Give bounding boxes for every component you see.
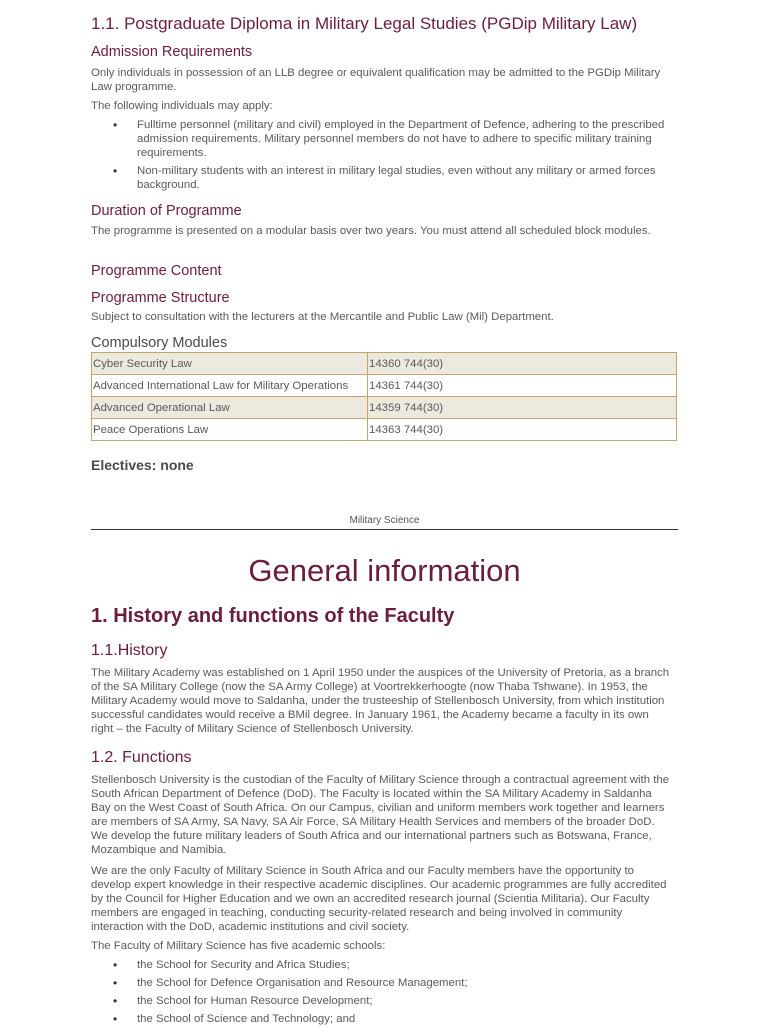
duration-heading: Duration of Programme [91,203,242,219]
list-item: • the School for Defence Organisation and Resource Management; [91,976,678,990]
section-title: 1.1. Postgraduate Diploma in Military Legal Studies (PGDip Military Law) [91,14,638,33]
admission-para-1: Only individuals in possession of an LLB degree or equivalent qualification may be admitted to the PGDip Military Law programme. [91,67,661,93]
history-functions-heading: 1. History and functions of the Faculty [91,605,455,627]
modules-table [91,352,677,441]
history-text: The Military Academy was established on 1 April 1950 under the auspices of the University of Pretoria, as a branch of the SA Military College (now the SA Army College) at Voortrekkerhoogte (now Thaba Tshwane). In 1953, the Military Academy would move to Saldanha, under the trusteeship of Stellenbosch University, from which institution successful candidates would receive a BMil degree. In January 1961, the Academy became a faculty in its own right – the Faculty of Military Science of Stellenbosch University. [91,667,670,735]
electives-label: Electives: none [91,457,194,473]
list-item: • Non-military students with an interest in military legal studies, even without any military or armed forces background. [91,164,678,192]
page-footer: Military Science [349,515,420,526]
module-name: Advanced International Law for Military Operations [92,375,368,397]
module-name: Cyber Security Law [92,353,368,375]
list-item: • the School for Security and Africa Studies; [91,958,678,972]
structure-text: Subject to consultation with the lecturers at the Mercantile and Public Law (Mil) Department. [91,311,554,323]
module-code: 14363 744(30) [368,419,677,441]
admission-list [91,118,678,192]
structure-heading: Programme Structure [91,290,230,306]
table-row [92,419,677,441]
table-row [92,397,677,419]
schools-list [91,958,678,1026]
functions-para-3: The Faculty of Military Science has five academic schools: [91,940,386,952]
list-item: • the School for Human Resource Development; [91,994,678,1008]
list-item: • Fulltime personnel (military and civil) employed in the Department of Defence, adhering to the prescribed admission requirements. Military personnel members do not have to adhere to specific military training requirements. [91,118,678,160]
functions-para-1: Stellenbosch University is the custodian of the Faculty of Military Science through a contractual agreement with the South African Department of Defence (DoD). The Faculty is located within the SA Military Academy in Saldanha Bay on the West Coast of South Africa. On our Campus, civilian and uniform members work together and learners are members of SA Army, SA Navy, SA Air Force, SA Military Health Services and members of the broader DoD. We develop the future military leaders of South Africa and our international partners such as Botswana, France, Mozambique and Namibia. [91,774,670,856]
history-heading: 1.1.History [91,642,168,659]
content-heading: Programme Content [91,263,222,279]
duration-text: The programme is presented on a modular basis over two years. You must attend all scheduled block modules. [91,225,651,237]
admission-para-2: The following individuals may apply: [91,100,273,112]
functions-para-2: We are the only Faculty of Military Science in South Africa and our Faculty members have the opportunity to develop expert knowledge in their respective academic disciplines. Our academic programmes are fully accredited by the Council for Higher Education and we own an accredited research journal (Scientia Militaria). Our Faculty members are engaged in teaching, conducting security-related research and being involved in community interaction with the DoD, academic institutions and civil society. [91,865,667,933]
modules-heading: Compulsory Modules [91,335,228,351]
functions-heading: 1.2. Functions [91,749,192,766]
table-row [92,353,677,375]
table-row [92,375,677,397]
module-code: 14360 744(30) [368,353,677,375]
general-info-title: General information [248,553,521,588]
module-code: 14361 744(30) [368,375,677,397]
module-code: 14359 744(30) [368,397,677,419]
module-name: Advanced Operational Law [92,397,368,419]
admission-heading: Admission Requirements [91,44,253,60]
list-item: • the School of Science and Technology; and [91,1012,678,1026]
footer-divider [91,529,678,530]
module-name: Peace Operations Law [92,419,368,441]
